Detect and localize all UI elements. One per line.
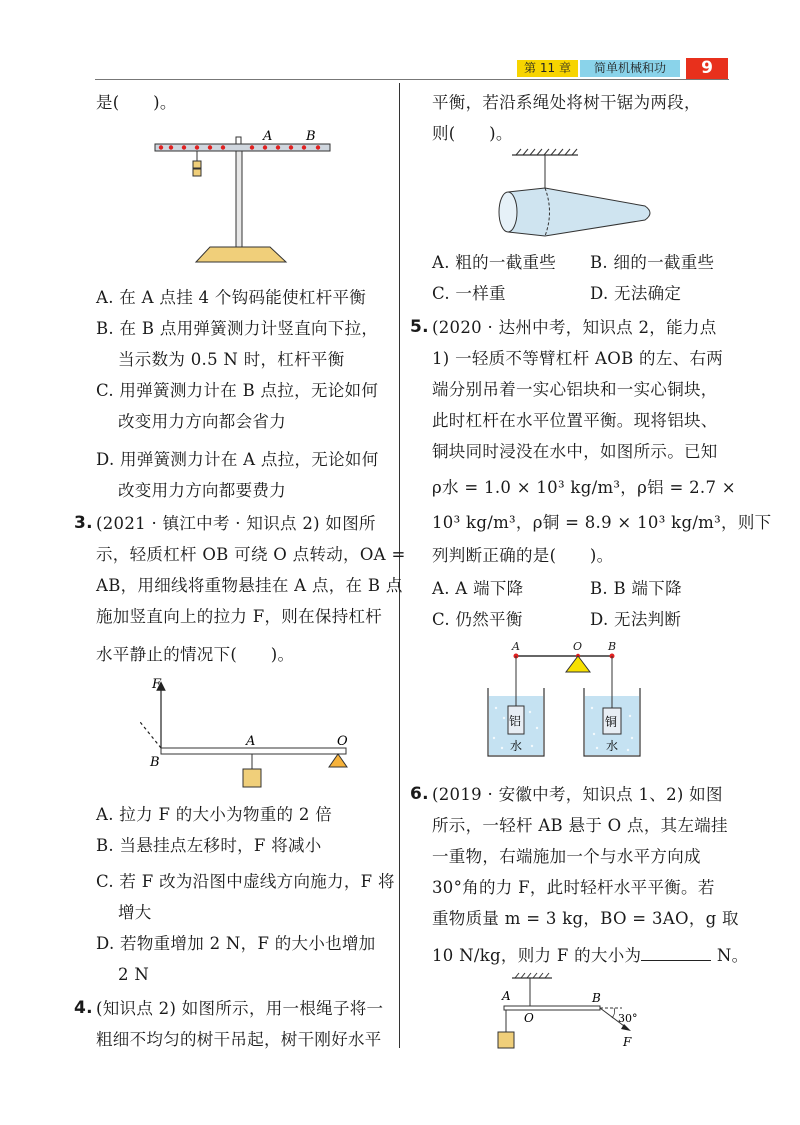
q5-line-2: 1) 一轻质不等臂杠杆 AOB 的左、右两 — [432, 349, 724, 368]
q5-label-a: A — [512, 640, 520, 653]
q3-line-4: 施加竖直向上的拉力 F，则在保持杠杆 — [96, 607, 383, 626]
q5-line-3: 端分别吊着一实心铝块和一实心铜块， — [432, 380, 718, 399]
q3-option-b[interactable]: B. 当悬挂点左移时，F 将减小 — [96, 836, 322, 855]
q5-option-c[interactable]: C. 仍然平衡 — [432, 610, 523, 629]
q3-option-d[interactable]: D. 若物重增加 2 N，F 的大小也增加 — [96, 934, 376, 953]
q3-option-d-cont: 2 N — [118, 965, 150, 984]
q5-label-b: B — [608, 640, 617, 653]
q5-option-a[interactable]: A. A 端下降 — [432, 579, 524, 598]
q6-lever-figure — [490, 972, 660, 1054]
page-number: 9 — [686, 58, 728, 79]
q2-option-d-cont: 改变用力方向都要费力 — [118, 481, 286, 500]
q5-beakers-figure — [482, 638, 662, 763]
q3-label-b: B — [150, 755, 160, 770]
q6-line-6: 10 N/kg，则力 F 的大小为 N。 — [432, 940, 748, 971]
q5-label-o: O — [573, 640, 583, 653]
q6-label-o: O — [524, 1011, 534, 1025]
q6-line-3: 一重物，右端施加一个与水平方向成 — [432, 847, 701, 866]
q3-option-c-cont: 增大 — [118, 903, 152, 922]
q2-label-a: A — [263, 129, 273, 144]
q2-option-c[interactable]: C. 用弹簧测力计在 B 点拉，无论如何 — [96, 381, 379, 400]
q5-water-left: 水 — [510, 739, 523, 753]
q5-option-d[interactable]: D. 无法判断 — [590, 610, 682, 629]
q5-cu-label: 铜 — [605, 715, 618, 729]
q3-line-5: 水平静止的情况下( )。 — [96, 645, 295, 664]
q5-line-1: (2020 · 达州中考，知识点 2，能力点 — [432, 318, 717, 337]
q6-line-2: 所示，一轻杆 AB 悬于 O 点，其左端挂 — [432, 816, 728, 835]
q2-option-c-cont: 改变用力方向都会省力 — [118, 412, 286, 431]
q2-label-b: B — [306, 129, 316, 144]
q6-label-b: B — [592, 991, 601, 1005]
q5-water-right: 水 — [606, 739, 619, 753]
chapter-label: 第 11 章 — [517, 60, 578, 77]
q3-label-a: A — [246, 734, 256, 749]
q3-line-3: AB，用细线将重物悬挂在 A 点，在 B 点 — [96, 576, 403, 595]
q3-option-c[interactable]: C. 若 F 改为沿图中虚线方向施力，F 将 — [96, 872, 395, 891]
q3-number: 3. — [74, 513, 93, 533]
q5-option-b[interactable]: B. B 端下降 — [590, 579, 682, 598]
q3-label-f: F — [152, 677, 162, 692]
q3-label-o: O — [337, 734, 348, 749]
q5-line-8: 列判断正确的是( )。 — [432, 546, 614, 565]
q5-number: 5. — [410, 317, 429, 337]
q3-line-1: (2021 · 镇江中考 · 知识点 2) 如图所 — [96, 514, 376, 533]
q6-answer-blank[interactable] — [641, 942, 711, 961]
q4-line-2: 粗细不均匀的树干吊起，树干刚好水平 — [96, 1030, 382, 1049]
q4-option-d[interactable]: D. 无法确定 — [590, 284, 682, 303]
q6-line-5: 重物质量 m = 3 kg，BO = 3AO，g 取 — [432, 909, 739, 928]
q5-line-6: ρ水 = 1.0 × 10³ kg/m³，ρ铝 = 2.7 × — [432, 478, 736, 497]
q2-option-b-cont: 当示数为 0.5 N 时，杠杆平衡 — [118, 350, 345, 369]
q6-label-a: A — [502, 989, 511, 1003]
q5-line-5: 铜块同时浸没在水中，如图所示。已知 — [432, 442, 718, 461]
q6-angle-label: 30° — [618, 1012, 638, 1025]
q3-option-a[interactable]: A. 拉力 F 的大小为物重的 2 倍 — [96, 805, 333, 824]
q4-cont-line-1: 平衡，若沿系绳处将树干锯为两段， — [432, 93, 701, 112]
q6-line-4: 30°角的力 F，此时轻杆水平平衡。若 — [432, 878, 715, 897]
q2-option-b[interactable]: B. 在 B 点用弹簧测力计竖直向下拉， — [96, 319, 379, 338]
q3-lever-figure — [140, 672, 360, 797]
q4-option-b[interactable]: B. 细的一截重些 — [590, 253, 715, 272]
q5-al-label: 铝 — [509, 714, 522, 728]
q2-option-a[interactable]: A. 在 A 点挂 4 个钩码能使杠杆平衡 — [96, 288, 367, 307]
q3-line-2: 示，轻质杠杆 OB 可绕 O 点转动，OA = — [96, 545, 406, 564]
q2-lever-figure — [140, 128, 340, 268]
q5-line-4: 此时杠杆在水平位置平衡。现将铝块、 — [432, 411, 718, 430]
q4-trunk-figure — [490, 148, 670, 238]
q2-option-d[interactable]: D. 用弹簧测力计在 A 点拉，无论如何 — [96, 450, 379, 469]
q4-option-c[interactable]: C. 一样重 — [432, 284, 506, 303]
q6-label-f: F — [623, 1035, 632, 1049]
q5-line-7: 10³ kg/m³，ρ铜 = 8.9 × 10³ kg/m³，则下 — [432, 513, 772, 532]
q4-option-a[interactable]: A. 粗的一截重些 — [432, 253, 557, 272]
chapter-title: 简单机械和功 — [580, 60, 680, 77]
q6-line-1: (2019 · 安徽中考，知识点 1、2) 如图 — [432, 785, 723, 804]
q2-stem-tail: 是( )。 — [96, 93, 177, 112]
header-rule — [95, 79, 729, 80]
q4-line-1: (知识点 2) 如图所示，用一根绳子将一 — [96, 999, 384, 1018]
q4-number: 4. — [74, 998, 93, 1018]
q6-number: 6. — [410, 784, 429, 804]
q4-cont-line-2: 则( )。 — [432, 124, 513, 143]
